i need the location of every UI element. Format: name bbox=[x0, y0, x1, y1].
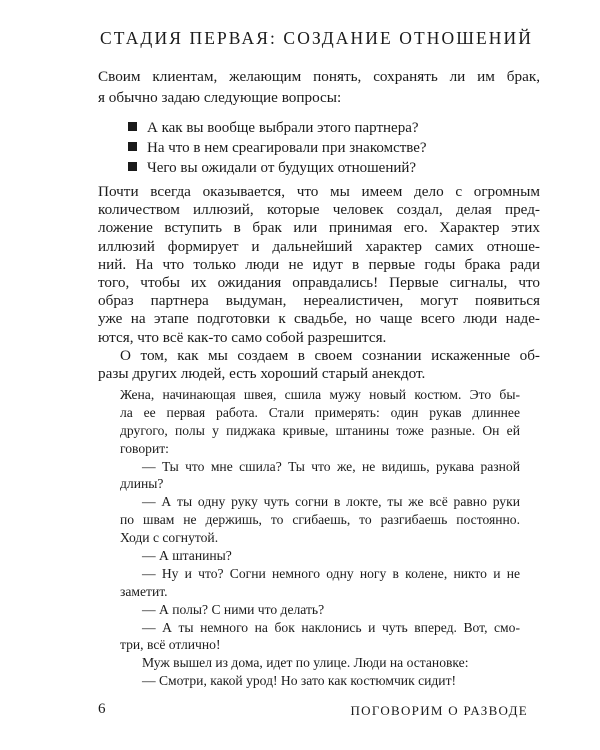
list-item bbox=[128, 138, 427, 158]
intro-paragraph bbox=[98, 66, 540, 108]
anecdote-block bbox=[120, 386, 520, 690]
text-line: количеством иллюзий, которые человек создал, делая пред- bbox=[98, 201, 540, 219]
square-bullet-icon bbox=[128, 162, 137, 171]
anecdote-line: Ходи с согнутой. bbox=[120, 530, 219, 546]
anecdote-line: три, всё отлично! bbox=[120, 637, 221, 653]
square-bullet-icon bbox=[128, 142, 137, 151]
text-line: уже на этапе подготовки к свадьбе, но чаще всего люди наде- bbox=[98, 310, 540, 328]
list-item-text: Чего вы ожидали от будущих отношений? bbox=[147, 160, 417, 176]
text-line: ются, что всё как-то само собой разрешится. bbox=[98, 328, 387, 346]
list-item-text: А как вы вообще выбрали этого партнера? bbox=[147, 120, 419, 136]
square-bullet-icon bbox=[128, 122, 137, 131]
text-line: Почти всегда оказывается, что мы имеем дело с огромным bbox=[98, 183, 540, 200]
text-line: разы других людей, есть хороший старый анекдот. bbox=[98, 364, 426, 382]
anecdote-line: длины? bbox=[120, 476, 164, 492]
list-item bbox=[128, 158, 427, 178]
running-title: ПОГОВОРИМ О РАЗВОДЕ bbox=[350, 703, 528, 718]
anecdote-line: говорит: bbox=[120, 440, 169, 456]
anecdote-line: — А штанины? bbox=[142, 548, 232, 564]
anecdote-line: ла ее первая работа. Стали примерять: один рукав длиннее bbox=[120, 404, 520, 420]
page-number: 6 bbox=[98, 701, 106, 717]
text-line: того, чтобы их ожидания оправдались! Первые сигналы, что bbox=[98, 273, 540, 291]
body-text bbox=[98, 183, 540, 383]
text-line: О том, как мы создаем в своем сознании искаженные об- bbox=[120, 346, 540, 364]
anecdote-line: Жена, начинающая швея, сшила мужу новый костюм. Это бы- bbox=[120, 387, 520, 402]
list-item-text: На что в нем среагировали при знакомстве? bbox=[147, 140, 427, 156]
anecdote-line: заметит. bbox=[120, 583, 168, 599]
list-item bbox=[128, 118, 427, 138]
question-list bbox=[128, 118, 427, 178]
anecdote-line: — А полы? С ними что делать? bbox=[142, 601, 325, 617]
anecdote-line: другого, полы у пиджака кривые, штанины тоже разные. Он ей bbox=[120, 422, 520, 438]
anecdote-line: — Ну и что? Согни немного одну ногу в колене, никто и не bbox=[142, 565, 520, 581]
text-line: иллюзий формирует и дальнейший характер самих отноше- bbox=[98, 237, 540, 255]
anecdote-line: Муж вышел из дома, идет по улице. Люди на остановке: bbox=[142, 655, 469, 671]
chapter-title: СТАДИЯ ПЕРВАЯ: СОЗДАНИЕ ОТНОШЕНИЙ bbox=[100, 28, 534, 48]
text-line: ложение вступить в брак или принимая его. Характер этих bbox=[98, 219, 540, 237]
text-line: Своим клиентам, желающим понять, сохранять ли им брак, bbox=[98, 68, 540, 85]
anecdote-line: — А ты немного на бок наклонись и чуть вперед. Вот, смо- bbox=[142, 619, 520, 635]
text-line: образ партнера выдуман, нереалистичен, могут появиться bbox=[98, 292, 540, 310]
anecdote-line: — А ты одну руку чуть согни в локте, ты же всё равно руки bbox=[142, 494, 520, 510]
text-line: ний. На что только люди не идут в первые годы брака ради bbox=[98, 255, 540, 273]
text-line: я обычно задаю следующие вопросы: bbox=[98, 89, 342, 106]
anecdote-line: по швам не держишь, то сгибаешь, то разгибаешь постоянно. bbox=[120, 512, 520, 528]
anecdote-line: — Смотри, какой урод! Но зато как костюмчик сидит! bbox=[142, 673, 457, 689]
anecdote-line: — Ты что мне сшила? Ты что же, не видишь, рукава разной bbox=[142, 458, 520, 474]
